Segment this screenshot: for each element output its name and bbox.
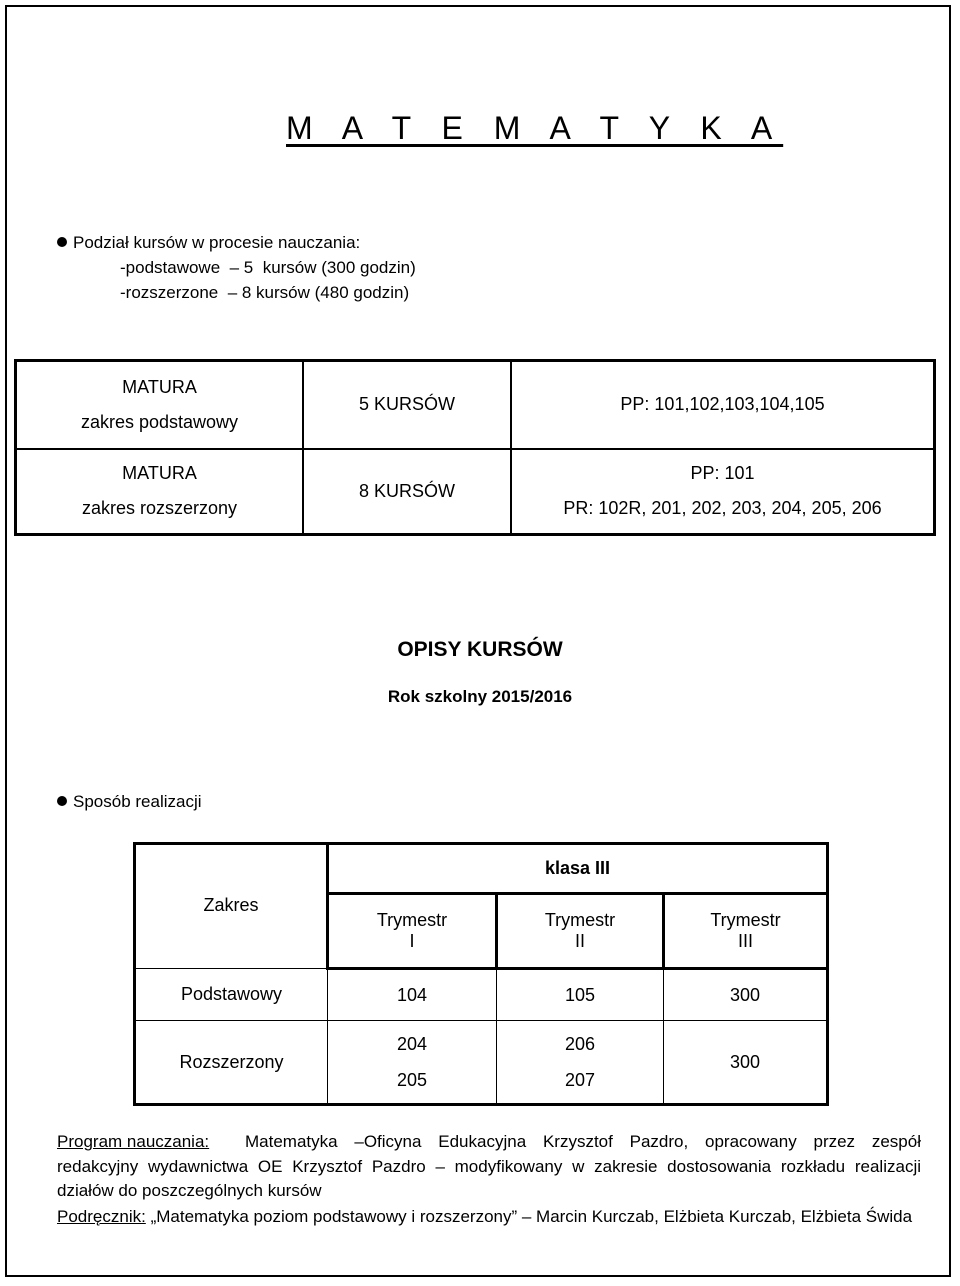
trymestr-header-1 <box>328 894 497 969</box>
zakres-label: zakres rozszerzony <box>81 498 238 519</box>
podrecznik-paragraph <box>57 1205 921 1230</box>
kursy-list-line: PP: 101 <box>690 463 755 484</box>
program-label: Program nauczania: <box>57 1132 210 1151</box>
course-number: 205 <box>396 1070 428 1090</box>
trymestr-header-3 <box>664 894 828 969</box>
trymestr-label: Trymestr <box>544 910 616 930</box>
row-label: Podstawowy <box>135 969 328 1021</box>
row-label: Rozszerzony <box>135 1021 328 1105</box>
value-cell: 105 <box>497 969 664 1021</box>
trymestr-label: Trymestr <box>710 910 781 930</box>
rok-szkolny: Rok szkolny 2015/2016 <box>387 687 573 706</box>
trymestr-number: I <box>409 931 415 951</box>
matura-label: MATURA <box>122 463 197 484</box>
sposob-text: Sposób realizacji <box>73 792 202 811</box>
klasa-header: klasa III <box>328 844 828 894</box>
kursy-list-cell <box>511 449 935 535</box>
podzial-line-podstawowe: -podstawowe – 5 kursów (300 godzin) <box>120 258 416 277</box>
course-number: 207 <box>564 1070 596 1090</box>
program-paragraph <box>57 1130 921 1204</box>
matura-zakres-cell <box>16 449 304 535</box>
podzial-heading-text: Podział kursów w procesie nauczania: <box>73 233 361 252</box>
matura-table <box>14 359 936 536</box>
program-text: Matematyka –Oficyna Edukacyjna Krzysztof Pazdro, opracowany przez zespół redakcyjny wydawnictwa OE Krzysztof Pazdro – modyfikowany w zakresie dostosowania rozkładu realizacji działów do poszczególnych kursów <box>57 1132 921 1200</box>
kursy-list-line: PR: 102R, 201, 202, 203, 204, 205, 206 <box>563 498 882 519</box>
matura-zakres-cell <box>16 361 304 449</box>
podzial-line-rozszerzone: -rozszerzone – 8 kursów (480 godzin) <box>120 283 410 302</box>
zakres-header: Zakres <box>135 844 328 969</box>
value-cell <box>328 1021 497 1105</box>
kursy-count-cell: 5 KURSÓW <box>303 361 511 449</box>
podzial-heading <box>57 233 360 253</box>
podrecznik-text: „Matematyka poziom podstawowy i rozszerzony” – Marcin Kurczab, Elżbieta Kurczab, Elżbieta Świda <box>150 1207 913 1226</box>
realizacja-table <box>133 842 829 1106</box>
value-cell: 104 <box>328 969 497 1021</box>
trymestr-number: II <box>574 931 585 951</box>
zakres-label: zakres podstawowy <box>80 411 239 432</box>
bullet-icon <box>57 796 67 806</box>
value-cell: 300 <box>664 969 828 1021</box>
matura-label: MATURA <box>122 376 197 397</box>
kursy-list-line: PP: 101,102,103,104,105 <box>620 394 825 415</box>
page-title: M A T E M A T Y K A <box>286 110 784 146</box>
podrecznik-label: Podręcznik: <box>57 1207 146 1226</box>
trymestr-label: Trymestr <box>376 910 448 930</box>
row-podstawowy <box>135 969 828 1021</box>
matura-row-rozszerzony <box>16 449 935 535</box>
kursy-list-cell <box>511 361 935 449</box>
bullet-icon <box>57 237 67 247</box>
trymestr-header-2 <box>497 894 664 969</box>
course-number: 206 <box>564 1034 596 1054</box>
kursy-count-cell: 8 KURSÓW <box>303 449 511 535</box>
value-cell <box>497 1021 664 1105</box>
row-rozszerzony <box>135 1021 828 1105</box>
matura-row-podstawowy <box>16 361 935 449</box>
value-cell: 300 <box>664 1021 828 1105</box>
trymestr-number: III <box>737 931 753 951</box>
opisy-title: OPISY KURSÓW <box>397 638 563 661</box>
sposob-heading <box>57 792 202 812</box>
course-number: 204 <box>396 1034 428 1054</box>
